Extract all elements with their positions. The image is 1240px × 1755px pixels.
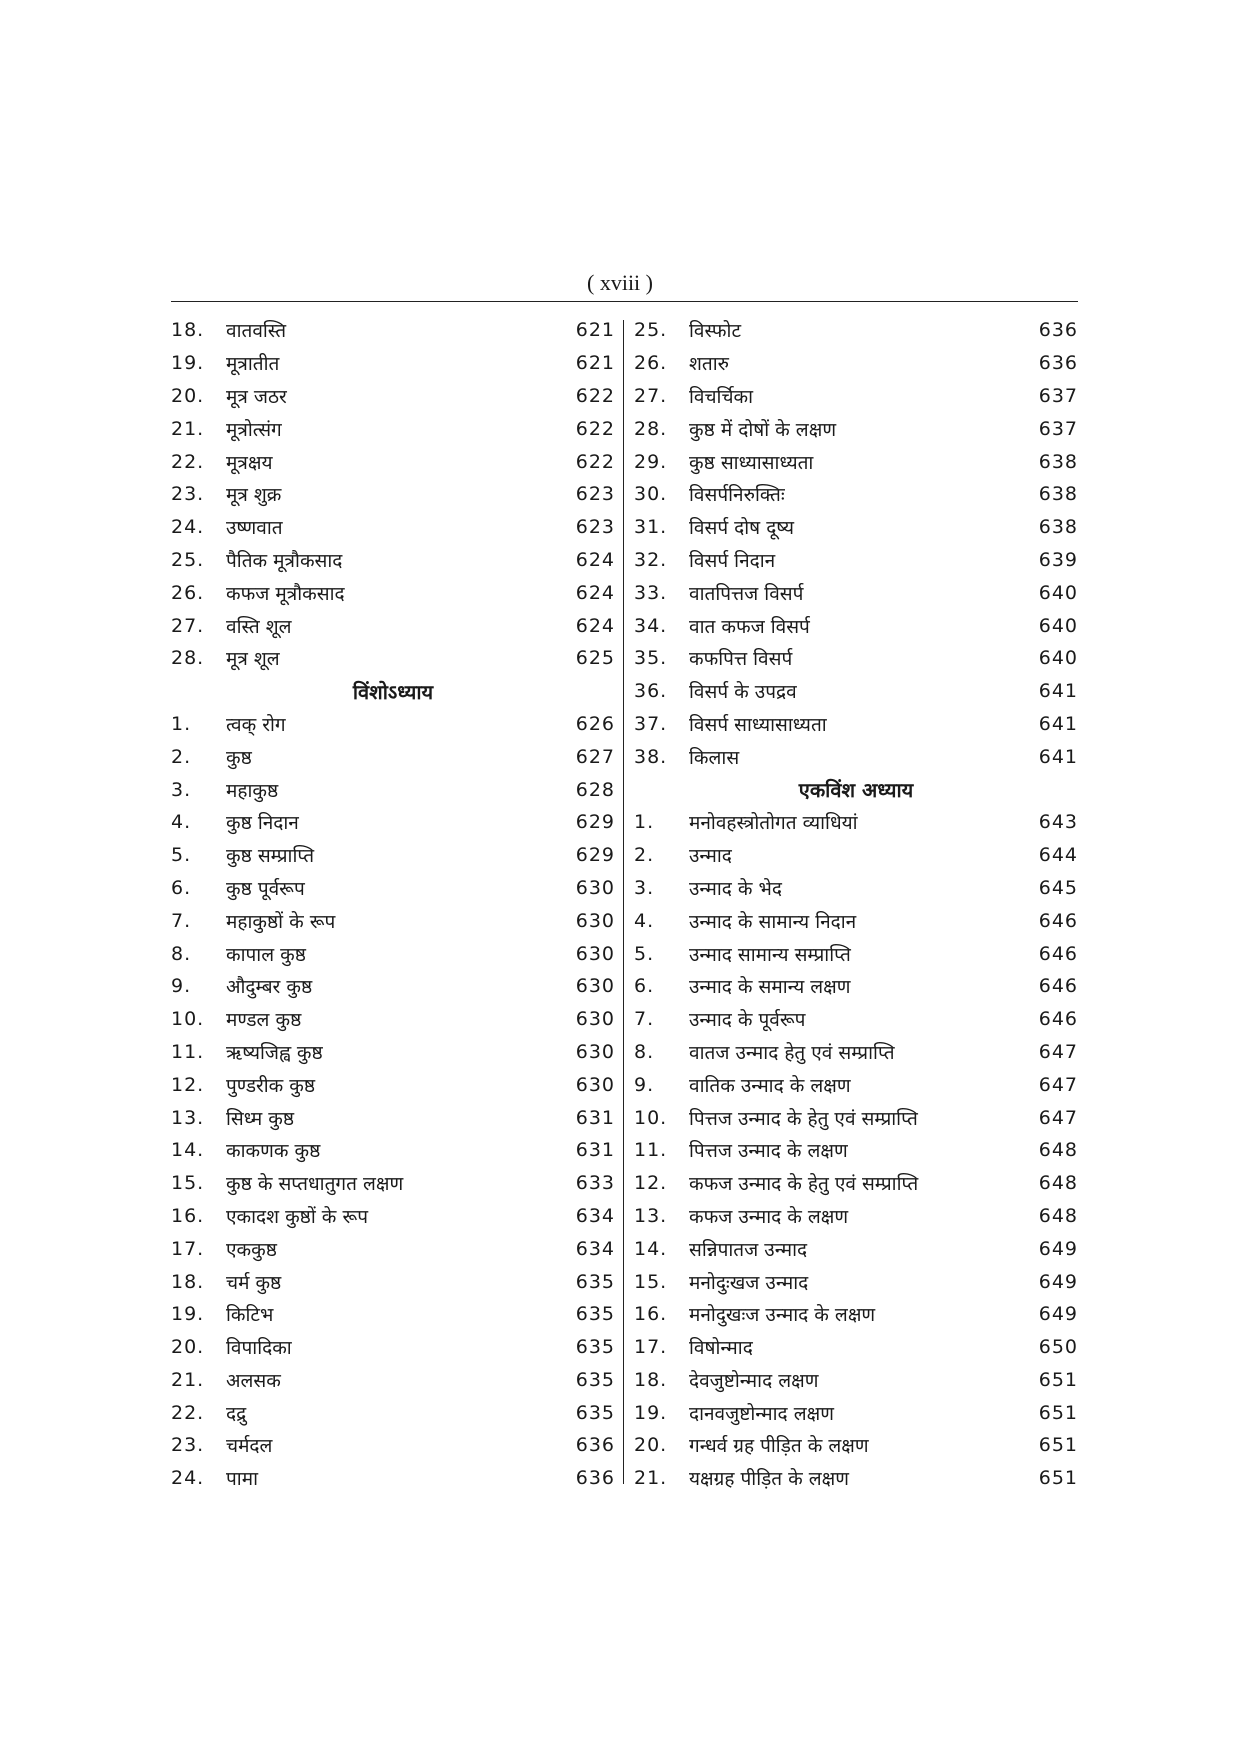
entry-title: कफज उन्माद के लक्षण	[689, 1205, 849, 1228]
entry-number: 18.	[171, 319, 205, 342]
entry-page: 646	[1038, 1008, 1078, 1031]
entry-page: 624	[575, 614, 615, 637]
entry-title: कुष्ठ साध्यासाध्यता	[689, 451, 814, 474]
toc-entry	[634, 1036, 1078, 1069]
toc-entry	[634, 478, 1078, 511]
entry-number: 16.	[171, 1204, 205, 1227]
entry-page: 631	[575, 1106, 615, 1129]
entry-title: वातवस्ति	[226, 320, 287, 343]
entry-title: कुष्ठ	[226, 746, 252, 769]
toc-entry	[171, 904, 615, 937]
entry-page: 635	[575, 1401, 615, 1424]
entry-page: 639	[1038, 548, 1078, 571]
entry-page: 635	[575, 1270, 615, 1293]
entry-number: 22.	[171, 450, 205, 473]
entry-title: वात कफज विसर्प	[689, 615, 810, 638]
entry-page: 640	[1038, 614, 1078, 637]
entry-page: 638	[1038, 483, 1078, 506]
entry-title: मूत्र शुक्र	[226, 484, 282, 507]
entry-page: 646	[1038, 909, 1078, 932]
chapter-heading: एकविंश अध्याय	[798, 778, 914, 803]
entry-number: 33.	[634, 581, 668, 604]
entry-page: 634	[575, 1204, 615, 1227]
entry-page: 651	[1038, 1368, 1078, 1391]
entry-page: 633	[575, 1172, 615, 1195]
toc-entry	[171, 1134, 615, 1167]
entry-number: 34.	[634, 614, 668, 637]
entry-number: 16.	[634, 1303, 668, 1326]
toc-entry	[634, 445, 1078, 478]
entry-number: 6.	[634, 975, 655, 998]
entry-title: दद्रु	[226, 1402, 247, 1425]
entry-title: विसर्प के उपद्रव	[689, 681, 797, 704]
entry-page: 622	[575, 450, 615, 473]
toc-entry	[634, 904, 1078, 937]
entry-title: पैतिक मूत्रौकसाद	[226, 549, 343, 572]
toc-entry	[171, 740, 615, 773]
entry-page: 623	[575, 483, 615, 506]
entry-number: 14.	[634, 1237, 668, 1260]
entry-number: 36.	[634, 680, 668, 703]
entry-page: 636	[1038, 352, 1078, 375]
entry-title: मूत्र शूल	[226, 648, 280, 671]
entry-title: विपादिका	[226, 1337, 292, 1360]
entry-number: 19.	[171, 352, 205, 375]
entry-title: देवजुष्टोन्माद लक्षण	[689, 1369, 819, 1392]
entry-title: विसर्पनिरुक्तिः	[689, 484, 785, 507]
toc-left-column	[171, 314, 615, 1495]
entry-number: 35.	[634, 647, 668, 670]
entry-number: 5.	[634, 942, 655, 965]
entry-number: 21.	[171, 1368, 205, 1391]
entry-page: 648	[1038, 1204, 1078, 1227]
entry-page: 624	[575, 581, 615, 604]
toc-entry	[634, 1298, 1078, 1331]
entry-page: 630	[575, 1040, 615, 1063]
entry-title: विसर्प निदान	[689, 549, 776, 572]
entry-number: 25.	[634, 319, 668, 342]
entry-title: एककुष्ठ	[226, 1238, 277, 1261]
entry-number: 27.	[171, 614, 205, 637]
entry-number: 18.	[171, 1270, 205, 1293]
entry-page: 641	[1038, 680, 1078, 703]
entry-page: 622	[575, 384, 615, 407]
entry-page: 628	[575, 778, 615, 801]
entry-number: 20.	[634, 1434, 668, 1457]
toc-entry	[171, 970, 615, 1003]
entry-number: 8.	[171, 942, 192, 965]
entry-title: वातिक उन्माद के लक्षण	[689, 1074, 851, 1097]
entry-number: 12.	[171, 1073, 205, 1096]
toc-entry	[171, 1101, 615, 1134]
entry-number: 14.	[171, 1139, 205, 1162]
entry-title: विसर्प दोष दूष्य	[689, 517, 795, 540]
toc-entry	[634, 1462, 1078, 1495]
toc-entry	[634, 1167, 1078, 1200]
entry-title: सन्निपातज उन्माद	[689, 1238, 808, 1261]
toc-entry	[634, 1265, 1078, 1298]
entry-number: 29.	[634, 450, 668, 473]
toc-entry	[171, 872, 615, 905]
entry-title: चर्म कुष्ठ	[226, 1271, 282, 1294]
toc-entry	[634, 839, 1078, 872]
toc-entry	[634, 347, 1078, 380]
entry-page: 629	[575, 811, 615, 834]
entry-number: 28.	[171, 647, 205, 670]
toc-entry	[634, 740, 1078, 773]
entry-page: 622	[575, 417, 615, 440]
entry-title: औदुम्बर कुष्ठ	[226, 976, 313, 999]
toc-entry	[171, 773, 615, 806]
toc-entry	[171, 642, 615, 675]
entry-number: 13.	[634, 1204, 668, 1227]
toc-entry	[634, 314, 1078, 347]
entry-number: 4.	[171, 811, 192, 834]
toc-entry	[634, 1364, 1078, 1397]
toc-entry	[634, 1331, 1078, 1364]
entry-page: 647	[1038, 1106, 1078, 1129]
toc-entry	[171, 347, 615, 380]
entry-title: यक्षग्रह पीड़ित के लक्षण	[689, 1468, 850, 1491]
entry-number: 32.	[634, 548, 668, 571]
entry-title: मूत्र जठर	[226, 385, 287, 408]
toc-entry	[634, 1003, 1078, 1036]
entry-page: 635	[575, 1368, 615, 1391]
toc-entry	[171, 1265, 615, 1298]
entry-title: कुष्ठ निदान	[226, 812, 299, 835]
entry-title: उन्माद के समान्य लक्षण	[689, 976, 851, 999]
entry-number: 7.	[171, 909, 192, 932]
entry-title: कफज उन्माद के हेतु एवं सम्प्राप्ति	[689, 1173, 919, 1196]
entry-title: कुष्ठ में दोषों के लक्षण	[689, 418, 837, 441]
toc-entry	[171, 937, 615, 970]
entry-number: 10.	[634, 1106, 668, 1129]
entry-number: 23.	[171, 1434, 205, 1457]
entry-number: 8.	[634, 1040, 655, 1063]
entry-title: वातज उन्माद हेतु एवं सम्प्राप्ति	[689, 1041, 895, 1064]
entry-number: 27.	[634, 384, 668, 407]
toc-right-column	[634, 314, 1078, 1495]
toc-entry	[634, 1396, 1078, 1429]
toc-entry	[634, 1101, 1078, 1134]
entry-title: कापाल कुष्ठ	[226, 943, 306, 966]
entry-page: 630	[575, 909, 615, 932]
entry-number: 15.	[171, 1172, 205, 1195]
entry-page: 651	[1038, 1467, 1078, 1490]
entry-number: 31.	[634, 516, 668, 539]
toc-entry	[171, 609, 615, 642]
toc-entry	[634, 806, 1078, 839]
entry-page: 630	[575, 1073, 615, 1096]
entry-title: उन्माद के भेद	[689, 877, 782, 900]
entry-number: 37.	[634, 712, 668, 735]
entry-page: 621	[575, 352, 615, 375]
entry-number: 19.	[171, 1303, 205, 1326]
entry-title: किटिभ	[226, 1304, 274, 1327]
toc-entry	[171, 1364, 615, 1397]
entry-page: 624	[575, 548, 615, 571]
entry-title: पुण्डरीक कुष्ठ	[226, 1074, 316, 1097]
entry-number: 24.	[171, 1467, 205, 1490]
entry-page: 640	[1038, 581, 1078, 604]
entry-title: एकादश कुष्ठों के रूप	[226, 1205, 368, 1228]
entry-title: गन्धर्व ग्रह पीड़ित के लक्षण	[689, 1435, 869, 1458]
entry-title: उन्माद के पूर्वरूप	[689, 1009, 806, 1032]
entry-page: 623	[575, 516, 615, 539]
entry-title: विस्फोट	[689, 320, 742, 343]
entry-number: 10.	[171, 1008, 205, 1031]
entry-number: 1.	[171, 712, 192, 735]
entry-number: 17.	[171, 1237, 205, 1260]
entry-number: 26.	[634, 352, 668, 375]
entry-number: 17.	[634, 1336, 668, 1359]
entry-page: 630	[575, 876, 615, 899]
entry-page: 636	[1038, 319, 1078, 342]
toc-entry	[171, 1167, 615, 1200]
toc-entry	[171, 380, 615, 413]
entry-page: 630	[575, 975, 615, 998]
entry-page: 649	[1038, 1237, 1078, 1260]
entry-title: मण्डल कुष्ठ	[226, 1009, 302, 1032]
entry-number: 30.	[634, 483, 668, 506]
entry-number: 11.	[634, 1139, 668, 1162]
toc-entry	[171, 576, 615, 609]
entry-title: पामा	[226, 1468, 258, 1491]
entry-number: 24.	[171, 516, 205, 539]
entry-number: 19.	[634, 1401, 668, 1424]
entry-title: मनोदुःखज उन्माद	[689, 1271, 809, 1294]
toc-entry	[634, 1232, 1078, 1265]
entry-title: विसर्प साध्यासाध्यता	[689, 713, 827, 736]
entry-title: उन्माद के सामान्य निदान	[689, 910, 857, 933]
entry-title: विचर्चिका	[689, 385, 754, 408]
toc-entry	[634, 544, 1078, 577]
entry-title: अलसक	[226, 1369, 281, 1392]
entry-number: 6.	[171, 876, 192, 899]
entry-page: 640	[1038, 647, 1078, 670]
header-rule	[171, 301, 1078, 302]
entry-page: 635	[575, 1336, 615, 1359]
entry-title: ऋष्यजिह्व कुष्ठ	[226, 1041, 323, 1064]
entry-title: सिध्म कुष्ठ	[226, 1107, 295, 1130]
entry-title: दानवजुष्टोन्माद लक्षण	[689, 1402, 834, 1425]
entry-page: 646	[1038, 942, 1078, 965]
entry-number: 1.	[634, 811, 655, 834]
entry-number: 26.	[171, 581, 205, 604]
entry-page: 637	[1038, 417, 1078, 440]
entry-number: 11.	[171, 1040, 205, 1063]
entry-title: मनोदुखःज उन्माद के लक्षण	[689, 1304, 876, 1327]
entry-title: कुष्ठ के सप्तधातुगत लक्षण	[226, 1173, 404, 1196]
entry-number: 5.	[171, 844, 192, 867]
toc-entry	[171, 1232, 615, 1265]
page-number: ( xviii )	[587, 270, 653, 295]
toc-entry	[171, 806, 615, 839]
entry-page: 648	[1038, 1139, 1078, 1162]
entry-page: 649	[1038, 1303, 1078, 1326]
toc-entry	[634, 609, 1078, 642]
entry-number: 38.	[634, 745, 668, 768]
entry-number: 7.	[634, 1008, 655, 1031]
toc-entry	[634, 642, 1078, 675]
entry-number: 28.	[634, 417, 668, 440]
toc-entry	[171, 1068, 615, 1101]
toc-entry	[171, 1036, 615, 1069]
entry-number: 13.	[171, 1106, 205, 1129]
toc-entry	[171, 412, 615, 445]
entry-title: पित्तज उन्माद के लक्षण	[689, 1140, 848, 1163]
toc-entry	[634, 1429, 1078, 1462]
entry-number: 9.	[634, 1073, 655, 1096]
entry-page: 629	[575, 844, 615, 867]
toc-entry	[634, 576, 1078, 609]
entry-page: 634	[575, 1237, 615, 1260]
chapter-heading: विंशोऽध्याय	[352, 679, 434, 704]
entry-title: वस्ति शूल	[226, 615, 292, 638]
entry-page: 627	[575, 745, 615, 768]
entry-title: कुष्ठ पूर्वरूप	[226, 877, 305, 900]
entry-title: मूत्रोत्संग	[226, 418, 282, 441]
toc-entry	[634, 511, 1078, 544]
entry-page: 636	[575, 1467, 615, 1490]
entry-number: 2.	[171, 745, 192, 768]
entry-number: 18.	[634, 1368, 668, 1391]
toc-entry	[634, 1068, 1078, 1101]
entry-page: 638	[1038, 516, 1078, 539]
entry-number: 3.	[171, 778, 192, 801]
entry-page: 647	[1038, 1073, 1078, 1096]
entry-page: 636	[575, 1434, 615, 1457]
entry-page: 625	[575, 647, 615, 670]
entry-title: मूत्रातीत	[226, 353, 280, 376]
entry-number: 22.	[171, 1401, 205, 1424]
toc-entry	[171, 708, 615, 741]
entry-number: 20.	[171, 384, 205, 407]
entry-page: 644	[1038, 844, 1078, 867]
entry-number: 25.	[171, 548, 205, 571]
toc-entry	[634, 380, 1078, 413]
entry-title: त्वक् रोग	[226, 713, 286, 736]
entry-page: 648	[1038, 1172, 1078, 1195]
toc-entry	[171, 1331, 615, 1364]
entry-title: वातपित्तज विसर्प	[689, 582, 804, 605]
entry-title: किलास	[689, 746, 740, 769]
toc-entry	[171, 1298, 615, 1331]
entry-number: 21.	[171, 417, 205, 440]
toc-entry	[171, 511, 615, 544]
entry-number: 9.	[171, 975, 192, 998]
toc-entry	[171, 1429, 615, 1462]
toc-entry	[171, 839, 615, 872]
toc-entry	[634, 937, 1078, 970]
entry-number: 4.	[634, 909, 655, 932]
toc-entry	[634, 412, 1078, 445]
entry-title: महाकुष्ठों के रूप	[226, 910, 336, 933]
toc-entry	[634, 1134, 1078, 1167]
entry-page: 630	[575, 1008, 615, 1031]
entry-page: 645	[1038, 876, 1078, 899]
toc-entry	[634, 1200, 1078, 1233]
entry-page: 643	[1038, 811, 1078, 834]
entry-number: 3.	[634, 876, 655, 899]
entry-page: 638	[1038, 450, 1078, 473]
toc-entry	[171, 445, 615, 478]
entry-title: उष्णवात	[226, 517, 283, 540]
entry-page: 649	[1038, 1270, 1078, 1293]
entry-page: 641	[1038, 712, 1078, 735]
toc-entry	[171, 1200, 615, 1233]
entry-number: 2.	[634, 844, 655, 867]
entry-page: 635	[575, 1303, 615, 1326]
entry-page: 646	[1038, 975, 1078, 998]
entry-page: 647	[1038, 1040, 1078, 1063]
entry-page: 651	[1038, 1401, 1078, 1424]
toc-entry	[171, 314, 615, 347]
entry-title: काकणक कुष्ठ	[226, 1140, 321, 1163]
entry-title: पित्तज उन्माद के हेतु एवं सम्प्राप्ति	[689, 1107, 918, 1130]
toc-entry	[634, 970, 1078, 1003]
toc-entry	[634, 872, 1078, 905]
toc-entry	[171, 478, 615, 511]
entry-page: 621	[575, 319, 615, 342]
toc-entry	[171, 1003, 615, 1036]
toc-entry	[171, 1396, 615, 1429]
entry-page: 650	[1038, 1336, 1078, 1359]
entry-page: 626	[575, 712, 615, 735]
entry-title: मूत्रक्षय	[226, 451, 273, 474]
entry-title: कफपित्त विसर्प	[689, 648, 793, 671]
toc-entry	[171, 1462, 615, 1495]
entry-page: 641	[1038, 745, 1078, 768]
entry-page: 637	[1038, 384, 1078, 407]
toc-entry	[634, 675, 1078, 708]
toc-entry	[634, 708, 1078, 741]
entry-number: 20.	[171, 1336, 205, 1359]
entry-title: महाकुष्ठ	[226, 779, 279, 802]
entry-title: विषोन्माद	[689, 1337, 753, 1360]
toc-entry	[171, 544, 615, 577]
entry-title: उन्माद सामान्य सम्प्राप्ति	[689, 943, 851, 966]
column-divider	[623, 320, 624, 1484]
entry-title: कफज मूत्रौकसाद	[226, 582, 345, 605]
entry-number: 21.	[634, 1467, 668, 1490]
entry-title: चर्मदल	[226, 1435, 273, 1458]
entry-page: 651	[1038, 1434, 1078, 1457]
entry-page: 630	[575, 942, 615, 965]
entry-page: 631	[575, 1139, 615, 1162]
entry-title: कुष्ठ सम्प्राप्ति	[226, 845, 315, 868]
entry-title: उन्माद	[689, 845, 732, 868]
entry-number: 23.	[171, 483, 205, 506]
entry-number: 15.	[634, 1270, 668, 1293]
entry-title: शतारु	[689, 353, 730, 376]
entry-title: मनोवहस्त्रोतोगत व्याधियां	[689, 812, 858, 835]
entry-number: 12.	[634, 1172, 668, 1195]
